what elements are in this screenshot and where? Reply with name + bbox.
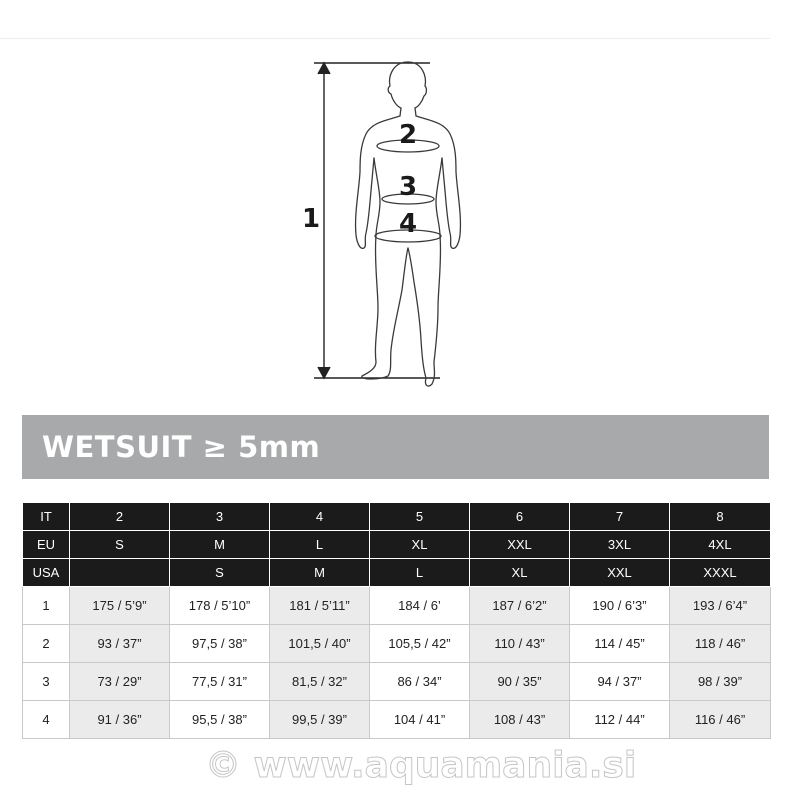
measurement-cell: 86 / 34”: [370, 663, 470, 701]
measurement-cell: 93 / 37”: [70, 625, 170, 663]
measurement-cell: 105,5 / 42”: [370, 625, 470, 663]
size-cell: M: [170, 531, 270, 559]
measurement-cell: 99,5 / 39”: [270, 701, 370, 739]
measurement-cell: 181 / 5’11”: [270, 587, 370, 625]
measurement-cell: 190 / 6’3”: [570, 587, 670, 625]
measurement-cell: 91 / 36”: [70, 701, 170, 739]
body-measurement-figure: [290, 50, 490, 395]
measure-label-4: 4: [399, 209, 418, 239]
watermark: © www.aquamania.si: [205, 745, 637, 786]
header-row: [23, 531, 771, 559]
size-cell: 3XL: [570, 531, 670, 559]
measurement-cell: 114 / 45”: [570, 625, 670, 663]
size-cell: XXL: [570, 559, 670, 587]
measure-label-2: 2: [399, 120, 418, 150]
measurement-cell: 97,5 / 38”: [170, 625, 270, 663]
measurement-cell: 77,5 / 31”: [170, 663, 270, 701]
measurement-cell: 178 / 5’10”: [170, 587, 270, 625]
size-cell: 2: [70, 503, 170, 531]
measurement-cell: 112 / 44”: [570, 701, 670, 739]
measurement-row: [23, 625, 771, 663]
top-divider: [0, 38, 770, 39]
size-system-label: IT: [23, 503, 70, 531]
size-cell: M: [270, 559, 370, 587]
measure-label-1: 1: [302, 204, 321, 234]
measurement-cell: 193 / 6’4”: [670, 587, 771, 625]
size-cell: 4XL: [670, 531, 771, 559]
measurement-cell: 104 / 41”: [370, 701, 470, 739]
size-cell: S: [70, 531, 170, 559]
size-cell: 7: [570, 503, 670, 531]
measurement-cell: 116 / 46”: [670, 701, 771, 739]
measurement-cell: 118 / 46”: [670, 625, 771, 663]
size-cell: [70, 559, 170, 587]
size-cell: XXXL: [670, 559, 771, 587]
measurement-row: [23, 701, 771, 739]
header-row: [23, 559, 771, 587]
size-cell: 5: [370, 503, 470, 531]
size-cell: XL: [470, 559, 570, 587]
measure-label-3: 3: [399, 172, 418, 202]
measurement-cell: 98 / 39”: [670, 663, 771, 701]
measurement-cell: 94 / 37”: [570, 663, 670, 701]
product-banner: [22, 415, 769, 479]
size-cell: XL: [370, 531, 470, 559]
measurement-cell: 108 / 43”: [470, 701, 570, 739]
size-cell: 3: [170, 503, 270, 531]
measurement-cell: 101,5 / 40”: [270, 625, 370, 663]
size-cell: 6: [470, 503, 570, 531]
measurement-number: 4: [23, 701, 70, 739]
size-chart-table: [22, 502, 771, 739]
measurement-cell: 184 / 6’: [370, 587, 470, 625]
measurement-row: [23, 663, 771, 701]
size-cell: 4: [270, 503, 370, 531]
size-cell: 8: [670, 503, 771, 531]
measurement-cell: 110 / 43”: [470, 625, 570, 663]
size-cell: L: [370, 559, 470, 587]
size-cell: S: [170, 559, 270, 587]
measurement-cell: 81,5 / 32”: [270, 663, 370, 701]
measurement-cell: 73 / 29”: [70, 663, 170, 701]
banner-title: WETSUIT ≥ 5mm: [42, 430, 321, 464]
size-cell: L: [270, 531, 370, 559]
size-system-label: USA: [23, 559, 70, 587]
measurement-number: 2: [23, 625, 70, 663]
measurement-cell: 175 / 5’9”: [70, 587, 170, 625]
measurement-number: 1: [23, 587, 70, 625]
header-row: [23, 503, 771, 531]
size-cell: XXL: [470, 531, 570, 559]
measurement-number: 3: [23, 663, 70, 701]
measurement-cell: 95,5 / 38”: [170, 701, 270, 739]
measurement-row: [23, 587, 771, 625]
measurement-cell: 90 / 35”: [470, 663, 570, 701]
size-system-label: EU: [23, 531, 70, 559]
measurement-cell: 187 / 6’2”: [470, 587, 570, 625]
